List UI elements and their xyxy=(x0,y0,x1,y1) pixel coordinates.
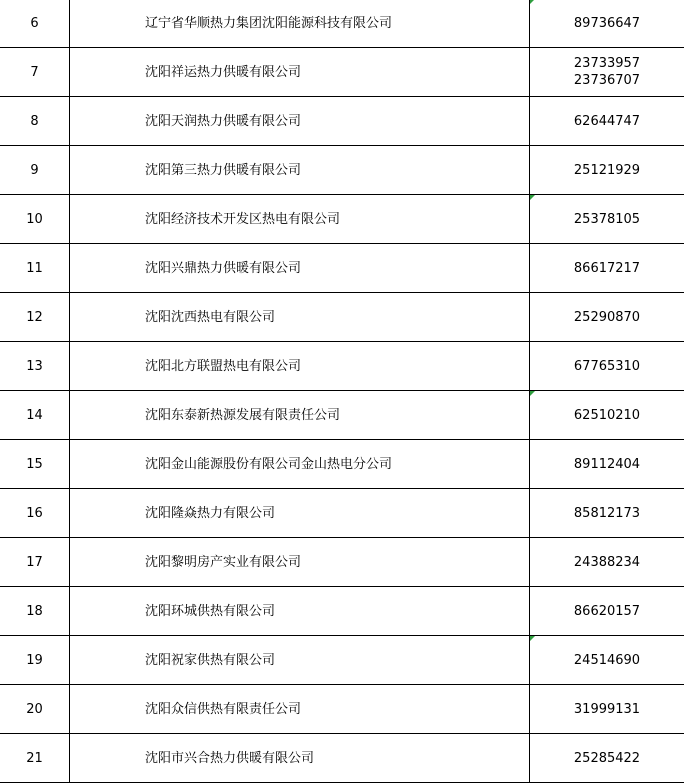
phone-cell xyxy=(530,48,684,97)
company-name-cell: 沈阳经济技术开发区热电有限公司 xyxy=(70,195,530,244)
row-number-cell: 13 xyxy=(0,342,70,391)
phone-cell xyxy=(530,342,684,391)
table-row xyxy=(0,538,684,587)
table-row xyxy=(0,244,684,293)
company-name-cell: 沈阳环城供热有限公司 xyxy=(70,587,530,636)
row-number-cell: 6 xyxy=(0,0,70,48)
company-name-cell: 沈阳祥运热力供暖有限公司 xyxy=(70,48,530,97)
table-row xyxy=(0,342,684,391)
phone-cell xyxy=(530,293,684,342)
phone-cell xyxy=(530,244,684,293)
comment-marker-icon xyxy=(530,636,535,641)
comment-marker-icon xyxy=(530,195,535,200)
phone-number: 24388234 xyxy=(530,554,684,571)
row-number-cell: 16 xyxy=(0,489,70,538)
phone-cell xyxy=(530,587,684,636)
row-number-cell: 20 xyxy=(0,685,70,734)
table-row xyxy=(0,391,684,440)
company-name-cell: 沈阳金山能源股份有限公司金山热电分公司 xyxy=(70,440,530,489)
company-name-cell: 沈阳第三热力供暖有限公司 xyxy=(70,146,530,195)
row-number-cell: 8 xyxy=(0,97,70,146)
row-number-cell: 17 xyxy=(0,538,70,587)
phone-number: 25285422 xyxy=(530,750,684,767)
phone-number: 23736707 xyxy=(530,72,684,89)
row-number-cell: 7 xyxy=(0,48,70,97)
phone-number: 25121929 xyxy=(530,162,684,179)
table-row xyxy=(0,685,684,734)
table-row xyxy=(0,0,684,48)
phone-cell xyxy=(530,195,684,244)
phone-cell xyxy=(530,734,684,783)
phone-number: 86620157 xyxy=(530,603,684,620)
phone-number: 89112404 xyxy=(530,456,684,473)
row-number-cell: 19 xyxy=(0,636,70,685)
company-name-cell: 沈阳市兴合热力供暖有限公司 xyxy=(70,734,530,783)
table-row xyxy=(0,48,684,97)
phone-number: 31999131 xyxy=(530,701,684,718)
company-name-cell: 沈阳隆焱热力有限公司 xyxy=(70,489,530,538)
row-number-cell: 15 xyxy=(0,440,70,489)
table-row xyxy=(0,587,684,636)
phone-number: 67765310 xyxy=(530,358,684,375)
table-row xyxy=(0,489,684,538)
comment-marker-icon xyxy=(530,0,535,4)
phone-cell xyxy=(530,440,684,489)
company-name-cell: 沈阳众信供热有限责任公司 xyxy=(70,685,530,734)
phone-number: 25378105 xyxy=(530,211,684,228)
table-row xyxy=(0,440,684,489)
company-name-cell: 沈阳沈西热电有限公司 xyxy=(70,293,530,342)
phone-cell xyxy=(530,489,684,538)
phone-cell xyxy=(530,391,684,440)
row-number-cell: 9 xyxy=(0,146,70,195)
row-number-cell: 18 xyxy=(0,587,70,636)
phone-number: 85812173 xyxy=(530,505,684,522)
company-name-cell: 沈阳祝家供热有限公司 xyxy=(70,636,530,685)
company-name-cell: 沈阳东泰新热源发展有限责任公司 xyxy=(70,391,530,440)
row-number-cell: 14 xyxy=(0,391,70,440)
company-name-cell: 沈阳北方联盟热电有限公司 xyxy=(70,342,530,391)
table-row xyxy=(0,97,684,146)
phone-number: 24514690 xyxy=(530,652,684,669)
table-row xyxy=(0,636,684,685)
comment-marker-icon xyxy=(530,391,535,396)
phone-number: 23733957 xyxy=(530,55,684,72)
phone-cell xyxy=(530,685,684,734)
phone-number: 62644747 xyxy=(530,113,684,130)
phone-number: 25290870 xyxy=(530,309,684,326)
company-name-cell: 沈阳黎明房产实业有限公司 xyxy=(70,538,530,587)
table-row xyxy=(0,146,684,195)
row-number-cell: 11 xyxy=(0,244,70,293)
row-number-cell: 10 xyxy=(0,195,70,244)
company-name-cell: 沈阳兴鼎热力供暖有限公司 xyxy=(70,244,530,293)
company-name-cell: 沈阳天润热力供暖有限公司 xyxy=(70,97,530,146)
row-number-cell: 21 xyxy=(0,734,70,783)
row-number-cell: 12 xyxy=(0,293,70,342)
phone-number: 86617217 xyxy=(530,260,684,277)
phone-cell xyxy=(530,636,684,685)
table-row xyxy=(0,734,684,783)
phone-cell xyxy=(530,97,684,146)
phone-number: 62510210 xyxy=(530,407,684,424)
company-name-cell: 辽宁省华顺热力集团沈阳能源科技有限公司 xyxy=(70,0,530,48)
phone-cell xyxy=(530,146,684,195)
phone-number: 89736647 xyxy=(530,15,684,32)
phone-cell xyxy=(530,538,684,587)
phone-cell xyxy=(530,0,684,48)
table-row xyxy=(0,293,684,342)
table-row xyxy=(0,195,684,244)
